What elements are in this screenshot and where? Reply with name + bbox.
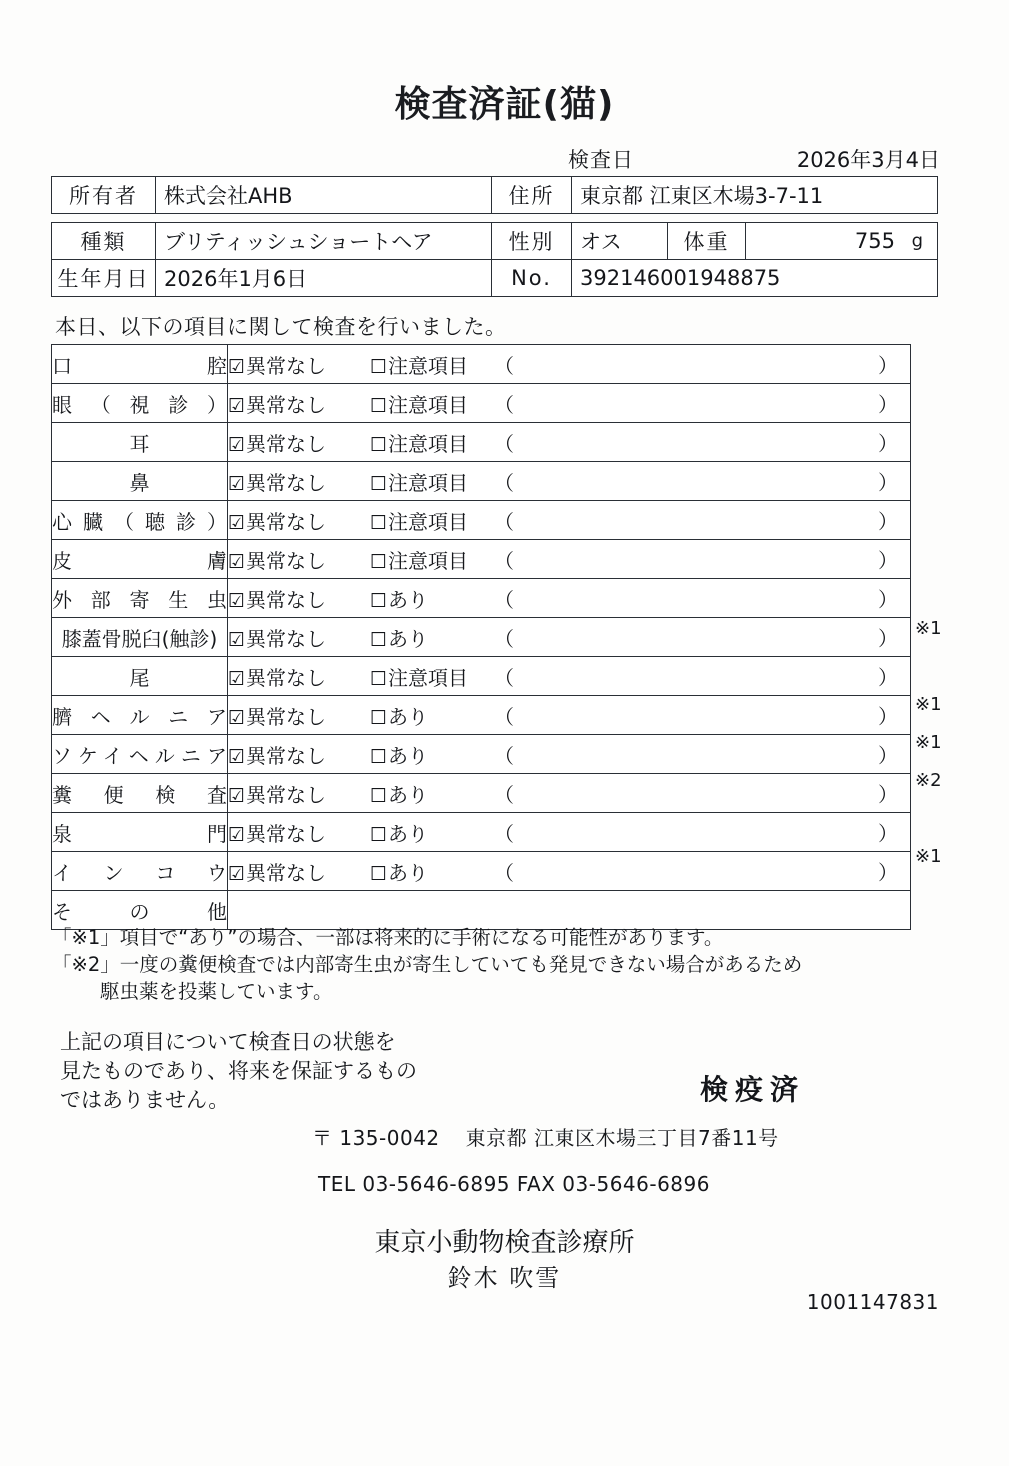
- checkbox-normal[interactable]: [228, 779, 370, 808]
- disclaimer-line-1: 上記の項目について検査日の状態を: [60, 1030, 396, 1054]
- table-row: [52, 501, 911, 540]
- checkbox-normal-label: 異常なし: [246, 665, 327, 690]
- table-row: [52, 579, 911, 618]
- exam-date-value: 2026年3月4日: [796, 148, 940, 172]
- owner-label: 所有者: [52, 177, 156, 214]
- checkbox-alternate-label: 注意項目: [388, 548, 469, 573]
- note-paren-open: （: [494, 353, 514, 378]
- exam-statement: 本日、以下の項目に関して検査を行いました。: [55, 315, 507, 339]
- checkbox-alternate[interactable]: [370, 623, 490, 652]
- checkbox-checked-icon: ☑: [228, 667, 246, 690]
- table-row: [52, 177, 938, 214]
- checkbox-normal[interactable]: [228, 701, 370, 730]
- note-paren-close: ）: [878, 587, 898, 612]
- veterinarian-name: 鈴木 吹雪: [447, 1264, 562, 1292]
- note-paren-open: （: [494, 587, 514, 612]
- checklist-item-label: インコウ: [52, 852, 228, 891]
- checkbox-checked-icon: ☑: [228, 862, 246, 885]
- sex-label: 性別: [492, 223, 572, 260]
- weight-unit: g: [911, 230, 923, 252]
- checkbox-checked-icon: ☑: [228, 511, 246, 534]
- checkbox-empty-icon: ☐: [370, 394, 388, 417]
- checkbox-empty-icon: ☐: [370, 589, 388, 612]
- note-paren-open: （: [494, 626, 514, 651]
- footnote-marker: [915, 876, 995, 914]
- footnote-marker: ※2: [915, 770, 942, 791]
- checkbox-empty-icon: ☐: [370, 823, 388, 846]
- checkbox-empty-icon: ☐: [370, 511, 388, 534]
- checkbox-normal[interactable]: [228, 428, 370, 457]
- checklist-item-label: 尾: [52, 657, 228, 696]
- note-paren-open: （: [494, 782, 514, 807]
- checkbox-empty-icon: ☐: [370, 472, 388, 495]
- animal-info-table: [51, 222, 938, 297]
- checkbox-normal-label: 異常なし: [246, 743, 327, 768]
- checklist-item-label: 外部寄生虫: [52, 579, 228, 618]
- footnote-1: 「※1」項目で“あり”の場合、一部は将来的に手術になる可能性があります。: [52, 926, 724, 949]
- checkbox-empty-icon: ☐: [370, 550, 388, 573]
- checkbox-normal[interactable]: [228, 623, 370, 652]
- checklist-item-label: 口腔: [52, 345, 228, 384]
- checklist-item-label: その他: [52, 891, 228, 930]
- note-paren-open: （: [494, 470, 514, 495]
- checkbox-empty-icon: ☐: [370, 433, 388, 456]
- checkbox-normal[interactable]: [228, 389, 370, 418]
- checklist-item-options: [228, 813, 911, 852]
- checklist-item-options: [228, 579, 911, 618]
- note-paren-open: （: [494, 431, 514, 456]
- checklist-item-label: 泉門: [52, 813, 228, 852]
- checklist-item-options: [228, 345, 911, 384]
- table-row: [52, 223, 938, 260]
- footnote-marker-column: [915, 344, 995, 914]
- birth-label: 生年月日: [52, 260, 156, 297]
- checklist-item-label: 心臓（聴診）: [52, 501, 228, 540]
- checkbox-checked-icon: ☑: [228, 472, 246, 495]
- note-paren-open: （: [494, 665, 514, 690]
- checkbox-alternate-label: あり: [388, 860, 429, 885]
- checkbox-normal-label: 異常なし: [246, 587, 327, 612]
- note-paren-close: ）: [878, 626, 898, 651]
- sex-value: オス: [572, 223, 668, 260]
- footnotes: [52, 924, 802, 1005]
- checklist-item-label: 耳: [52, 423, 228, 462]
- table-row: [52, 657, 911, 696]
- table-row: [52, 260, 938, 297]
- checkbox-normal-label: 異常なし: [246, 548, 327, 573]
- checkbox-checked-icon: ☑: [228, 394, 246, 417]
- quarantine-stamp: 検疫済: [700, 1073, 806, 1106]
- footnote-marker: [915, 534, 995, 572]
- owner-info-table: [51, 176, 938, 214]
- note-paren-close: ）: [878, 782, 898, 807]
- table-row: [52, 618, 911, 657]
- checklist-item-options: [228, 618, 911, 657]
- note-paren-close: ）: [878, 470, 898, 495]
- checkbox-alternate[interactable]: [370, 584, 490, 613]
- table-row: [52, 462, 911, 501]
- checkbox-normal[interactable]: [228, 818, 370, 847]
- checklist-item-label: 皮膚: [52, 540, 228, 579]
- disclaimer: [60, 1028, 417, 1115]
- document-serial: 1001147831: [806, 1290, 939, 1314]
- footnote-marker: ※1: [915, 846, 942, 867]
- checkbox-normal[interactable]: [228, 545, 370, 574]
- owner-value: 株式会社AHB: [156, 177, 492, 214]
- checkbox-alternate[interactable]: [370, 506, 490, 535]
- table-row: [52, 696, 911, 735]
- checkbox-alternate-label: 注意項目: [388, 665, 469, 690]
- no-value: 392146001948875: [572, 260, 938, 297]
- checkbox-alternate-label: あり: [388, 782, 429, 807]
- table-row: [52, 852, 911, 891]
- footnote-marker: [915, 420, 995, 458]
- footnote-marker: [915, 496, 995, 534]
- checkbox-empty-icon: ☐: [370, 706, 388, 729]
- checkbox-normal-label: 異常なし: [246, 392, 327, 417]
- checkbox-checked-icon: ☑: [228, 433, 246, 456]
- checkbox-empty-icon: ☐: [370, 862, 388, 885]
- checklist-item-options: [228, 423, 911, 462]
- footnote-marker: [915, 344, 995, 382]
- table-row: [52, 345, 911, 384]
- checkbox-normal-label: 異常なし: [246, 509, 327, 534]
- checkbox-alternate-label: 注意項目: [388, 509, 469, 534]
- checkbox-alternate[interactable]: [370, 467, 490, 496]
- note-paren-open: （: [494, 704, 514, 729]
- clinic-zip: 〒 135-0042: [312, 1126, 440, 1150]
- checklist-item-label: 糞便検査: [52, 774, 228, 813]
- note-paren-open: （: [494, 860, 514, 885]
- checkbox-alternate[interactable]: [370, 350, 490, 379]
- checkbox-alternate-label: 注意項目: [388, 431, 469, 456]
- table-row: [52, 774, 911, 813]
- note-paren-open: （: [494, 509, 514, 534]
- checkbox-checked-icon: ☑: [228, 823, 246, 846]
- note-paren-close: ）: [878, 821, 898, 846]
- disclaimer-line-2: 見たものであり、将来を保証するもの: [60, 1059, 417, 1083]
- note-paren-close: ）: [878, 353, 898, 378]
- checklist-item-options: [228, 540, 911, 579]
- exam-date-label: 検査日: [568, 148, 634, 172]
- checkbox-empty-icon: ☐: [370, 667, 388, 690]
- checkbox-alternate[interactable]: [370, 740, 490, 769]
- checkbox-checked-icon: ☑: [228, 550, 246, 573]
- checklist-item-options: [228, 852, 911, 891]
- note-paren-close: ）: [878, 548, 898, 573]
- clinic-address-text: 東京都 江東区木場三丁目7番11号: [465, 1126, 779, 1150]
- checklist-item-label: 臍ヘルニア: [52, 696, 228, 735]
- checkbox-alternate-label: 注意項目: [388, 392, 469, 417]
- table-row: [52, 384, 911, 423]
- checkbox-normal-label: 異常なし: [246, 704, 327, 729]
- exam-date-row: [530, 144, 940, 170]
- checkbox-checked-icon: ☑: [228, 628, 246, 651]
- checkbox-normal-label: 異常なし: [246, 782, 327, 807]
- checklist-item-label: 膝蓋骨脱臼(触診): [52, 618, 228, 657]
- checkbox-normal[interactable]: [228, 662, 370, 691]
- checklist-item-label: 眼（視診）: [52, 384, 228, 423]
- checklist-item-options: [228, 735, 911, 774]
- clinic-name: 東京小動物検査診療所: [374, 1228, 635, 1258]
- checkbox-alternate-label: あり: [388, 743, 429, 768]
- inspection-checklist: [51, 344, 911, 930]
- checkbox-alternate-label: 注意項目: [388, 470, 469, 495]
- note-paren-close: ）: [878, 665, 898, 690]
- weight-cell: [746, 223, 938, 260]
- footnote-2: 「※2」一度の糞便検査では内部寄生虫が寄生していても発見できない場合があるため: [52, 953, 803, 976]
- table-row: [52, 540, 911, 579]
- note-paren-close: ）: [878, 743, 898, 768]
- checklist-item-options: [228, 696, 911, 735]
- checkbox-alternate[interactable]: [370, 662, 490, 691]
- footnote-marker: [915, 648, 995, 686]
- checkbox-alternate-label: あり: [388, 821, 429, 846]
- footnote-marker: ※1: [915, 618, 942, 639]
- footnote-marker: [915, 382, 995, 420]
- checkbox-normal[interactable]: [228, 584, 370, 613]
- checkbox-normal-label: 異常なし: [246, 821, 327, 846]
- checkbox-checked-icon: ☑: [228, 784, 246, 807]
- checkbox-checked-icon: ☑: [228, 589, 246, 612]
- clinic-contact: TEL 03-5646-6895 FAX 03-5646-6896: [318, 1172, 710, 1196]
- checklist-item-options: [228, 462, 911, 501]
- checkbox-normal-label: 異常なし: [246, 860, 327, 885]
- checkbox-normal[interactable]: [228, 740, 370, 769]
- no-label: No.: [492, 260, 572, 297]
- checklist-item-options: [228, 384, 911, 423]
- weight-label: 体重: [668, 223, 746, 260]
- checkbox-alternate[interactable]: [370, 818, 490, 847]
- checklist-item-label: ソケイヘルニア: [52, 735, 228, 774]
- checkbox-alternate[interactable]: [370, 701, 490, 730]
- checkbox-alternate-label: あり: [388, 704, 429, 729]
- note-paren-close: ）: [878, 860, 898, 885]
- checklist-item-options: [228, 657, 911, 696]
- footnote-marker: [915, 458, 995, 496]
- footnote-marker: ※1: [915, 694, 942, 715]
- birth-value: 2026年1月6日: [156, 260, 492, 297]
- checkbox-empty-icon: ☐: [370, 355, 388, 378]
- checkbox-alternate-label: あり: [388, 626, 429, 651]
- table-row: [52, 813, 911, 852]
- checkbox-alternate-label: あり: [388, 587, 429, 612]
- checkbox-alternate[interactable]: [370, 428, 490, 457]
- checkbox-normal[interactable]: [228, 467, 370, 496]
- breed-value: ブリティッシュショートヘア: [156, 223, 492, 260]
- checkbox-checked-icon: ☑: [228, 355, 246, 378]
- note-paren-open: （: [494, 548, 514, 573]
- checkbox-alternate[interactable]: [370, 545, 490, 574]
- note-paren-open: （: [494, 821, 514, 846]
- checkbox-normal-label: 異常なし: [246, 626, 327, 651]
- note-paren-close: ）: [878, 431, 898, 456]
- checkbox-checked-icon: ☑: [228, 706, 246, 729]
- checkbox-normal-label: 異常なし: [246, 431, 327, 456]
- checkbox-checked-icon: ☑: [228, 745, 246, 768]
- weight-value: 755: [854, 229, 895, 253]
- checkbox-alternate-label: 注意項目: [388, 353, 469, 378]
- checkbox-normal-label: 異常なし: [246, 470, 327, 495]
- address-value: 東京都 江東区木場3-7-11: [572, 177, 938, 214]
- checklist-item-label: 鼻: [52, 462, 228, 501]
- checkbox-normal-label: 異常なし: [246, 353, 327, 378]
- checklist-item-options: [228, 501, 911, 540]
- checkbox-normal[interactable]: [228, 506, 370, 535]
- footnote-2-cont: 駆虫薬を投薬しています。: [100, 980, 333, 1003]
- checkbox-alternate[interactable]: [370, 779, 490, 808]
- breed-label: 種類: [52, 223, 156, 260]
- note-paren-close: ）: [878, 392, 898, 417]
- disclaimer-line-3: ではありません。: [60, 1088, 230, 1112]
- note-paren-close: ）: [878, 509, 898, 534]
- table-row: [52, 423, 911, 462]
- note-paren-open: （: [494, 743, 514, 768]
- page-title: 検査済証(猫): [394, 84, 615, 125]
- checkbox-alternate[interactable]: [370, 857, 490, 886]
- checkbox-alternate[interactable]: [370, 389, 490, 418]
- checkbox-empty-icon: ☐: [370, 628, 388, 651]
- clinic-address: [312, 1122, 779, 1151]
- note-paren-close: ）: [878, 704, 898, 729]
- checkbox-normal[interactable]: [228, 350, 370, 379]
- footnote-marker: [915, 572, 995, 610]
- footnote-marker: [915, 800, 995, 838]
- footnote-marker: ※1: [915, 732, 942, 753]
- checklist-item-options: [228, 774, 911, 813]
- table-row: [52, 735, 911, 774]
- checkbox-empty-icon: ☐: [370, 745, 388, 768]
- checkbox-normal[interactable]: [228, 857, 370, 886]
- address-label: 住所: [492, 177, 572, 214]
- note-paren-open: （: [494, 392, 514, 417]
- checkbox-empty-icon: ☐: [370, 784, 388, 807]
